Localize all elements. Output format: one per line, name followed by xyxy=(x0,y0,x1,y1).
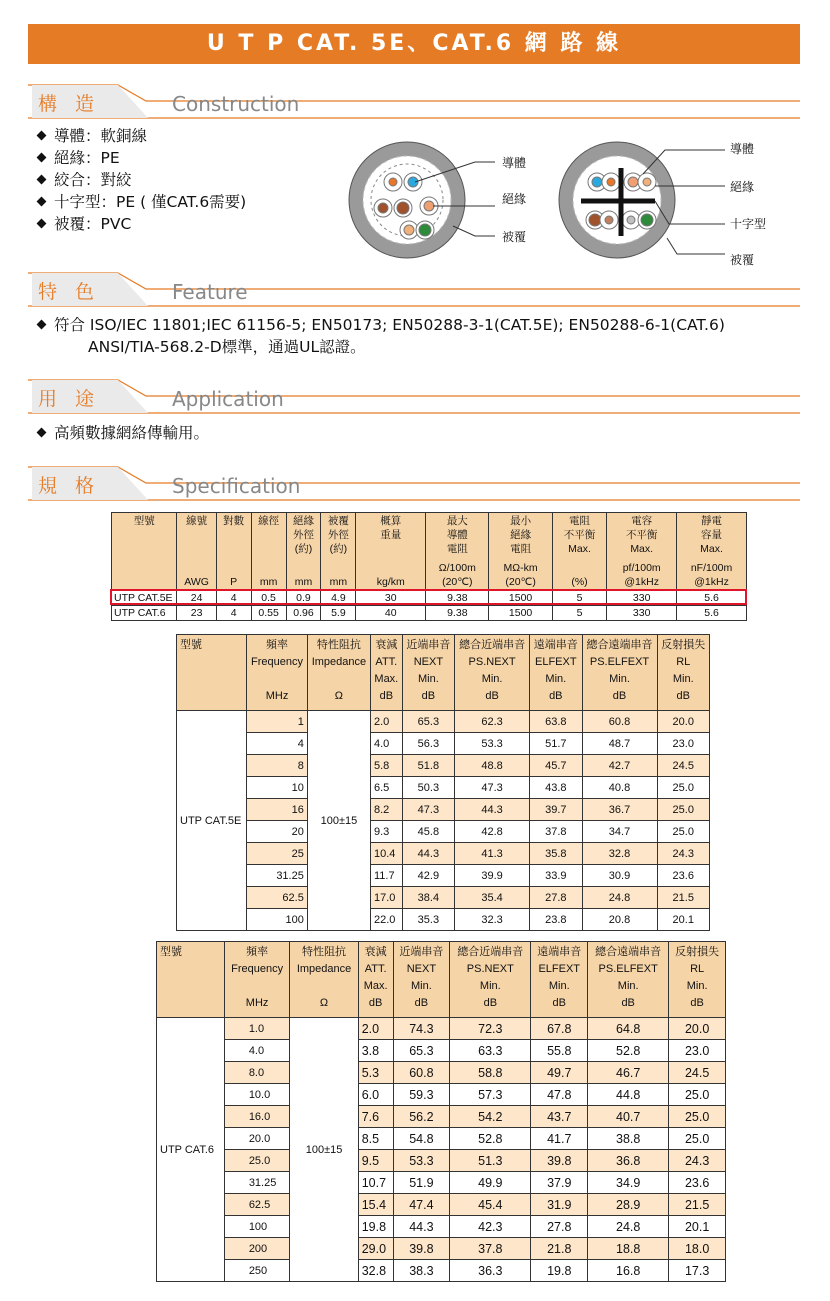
section-zh: 用 途 xyxy=(38,388,101,410)
table-cell: 67.8 xyxy=(531,1018,588,1040)
table-row xyxy=(157,1172,726,1194)
table-cell: 21.8 xyxy=(531,1238,588,1260)
section-en: Construction xyxy=(172,92,300,116)
construction-list xyxy=(34,125,246,235)
table-cell: 27.8 xyxy=(531,1216,588,1238)
table-cell: 54.8 xyxy=(393,1128,450,1150)
freq-cell: 62.5 xyxy=(247,887,308,909)
table-cell: 10.4 xyxy=(370,843,402,865)
model-cell: UTP CAT.5E xyxy=(177,711,247,931)
spec-header-cell: 線號 AWG xyxy=(177,513,216,591)
table-cell: 49.7 xyxy=(531,1062,588,1084)
table-cell: 43.7 xyxy=(531,1106,588,1128)
table-row xyxy=(157,1238,726,1260)
freq-cell: 200 xyxy=(224,1238,290,1260)
table-cell: 40.7 xyxy=(588,1106,669,1128)
table-cell: 32.8 xyxy=(582,843,657,865)
table-cell: 24.3 xyxy=(669,1150,726,1172)
table-cell: 30.9 xyxy=(582,865,657,887)
table-cell: 16.8 xyxy=(588,1260,669,1282)
section-construction-header xyxy=(28,84,800,120)
diagram-label-insulation: 絕緣 xyxy=(502,192,527,206)
table-cell: 60.8 xyxy=(393,1062,450,1084)
table-cell: 25.0 xyxy=(669,1084,726,1106)
application-item: 高頻數據網絡傳輸用。 xyxy=(54,424,210,442)
table-cell: 38.8 xyxy=(588,1128,669,1150)
section-feature-header xyxy=(28,272,800,308)
table-cell: 46.7 xyxy=(588,1062,669,1084)
table-cell: 5 xyxy=(552,591,607,606)
perf-header-cell: 型號 xyxy=(177,635,247,711)
table-cell: 25.0 xyxy=(657,799,709,821)
table-cell: 24.8 xyxy=(588,1216,669,1238)
freq-cell: 20 xyxy=(247,821,308,843)
perf-header-cell: 頻率 Frequency MHz xyxy=(247,635,308,711)
table-cell: 27.8 xyxy=(530,887,582,909)
table-cell: 19.8 xyxy=(358,1216,393,1238)
table-cell: 58.8 xyxy=(450,1062,531,1084)
table-cell: 40.8 xyxy=(582,777,657,799)
spec-header-cell: 線徑 mm xyxy=(251,513,286,591)
table-row xyxy=(177,887,710,909)
table-cell: 20.1 xyxy=(669,1216,726,1238)
table-cell: 42.7 xyxy=(582,755,657,777)
table-cell: 24.5 xyxy=(669,1062,726,1084)
table-cell: 45.8 xyxy=(402,821,454,843)
table-cell: 45.4 xyxy=(450,1194,531,1216)
table-cell: 25.0 xyxy=(669,1106,726,1128)
table-cell: 22.0 xyxy=(370,909,402,931)
table-cell: 44.8 xyxy=(588,1084,669,1106)
freq-cell: 10.0 xyxy=(224,1084,290,1106)
freq-cell: 100 xyxy=(247,909,308,931)
table-cell: 5.3 xyxy=(358,1062,393,1084)
spec-header-cell: 被覆 外徑 (約) mm xyxy=(321,513,356,591)
table-cell: 59.3 xyxy=(393,1084,450,1106)
table-cell: 17.3 xyxy=(669,1260,726,1282)
section-en: Feature xyxy=(172,280,248,304)
cat5e-performance-table xyxy=(176,634,710,931)
table-cell: UTP CAT.6 xyxy=(112,606,177,621)
table-cell: 35.3 xyxy=(402,909,454,931)
table-cell: 63.8 xyxy=(530,711,582,733)
table-cell: 32.8 xyxy=(358,1260,393,1282)
table-cell: 36.7 xyxy=(582,799,657,821)
freq-cell: 4 xyxy=(247,733,308,755)
table-cell: 47.8 xyxy=(531,1084,588,1106)
table-cell: 44.3 xyxy=(393,1216,450,1238)
table-row xyxy=(177,733,710,755)
perf-header-cell: 近端串音 NEXT Min. dB xyxy=(402,635,454,711)
section-en: Application xyxy=(172,387,284,411)
table-cell: 25.0 xyxy=(657,821,709,843)
table-row xyxy=(112,606,747,621)
table-cell: 7.6 xyxy=(358,1106,393,1128)
table-cell: 3.8 xyxy=(358,1040,393,1062)
perf-header-cell: 遠端串音 ELFEXT Min. dB xyxy=(531,942,588,1018)
table-cell: 4.0 xyxy=(370,733,402,755)
table-cell: 11.7 xyxy=(370,865,402,887)
table-cell: 2.0 xyxy=(370,711,402,733)
table-cell: 57.3 xyxy=(450,1084,531,1106)
table-cell: 38.4 xyxy=(402,887,454,909)
table-cell: 52.8 xyxy=(450,1128,531,1150)
table-cell: 25.0 xyxy=(669,1128,726,1150)
table-cell: 23 xyxy=(177,606,216,621)
table-cell: 72.3 xyxy=(450,1018,531,1040)
freq-cell: 10 xyxy=(247,777,308,799)
section-zh: 規 格 xyxy=(38,475,101,497)
section-application-header xyxy=(28,379,800,415)
table-cell: 23.0 xyxy=(657,733,709,755)
table-cell: 65.3 xyxy=(402,711,454,733)
table-cell: 36.3 xyxy=(450,1260,531,1282)
table-cell: 5.6 xyxy=(677,591,747,606)
page-title: U T P CAT. 5E、CAT.6 網 路 線 xyxy=(206,31,622,56)
table-cell: 23.0 xyxy=(669,1040,726,1062)
table-cell: 44.3 xyxy=(402,843,454,865)
table-cell: 42.9 xyxy=(402,865,454,887)
table-row xyxy=(177,711,710,733)
table-cell: 330 xyxy=(607,606,677,621)
spec-header-cell: 電容 不平衡 Max. pf/100m @1kHz xyxy=(607,513,677,591)
section-zh: 特 色 xyxy=(38,281,101,303)
table-cell: 60.8 xyxy=(582,711,657,733)
table-cell: 23.6 xyxy=(657,865,709,887)
table-cell: 64.8 xyxy=(588,1018,669,1040)
table-cell: 23.8 xyxy=(530,909,582,931)
table-cell: 1500 xyxy=(489,606,552,621)
table-cell: 21.5 xyxy=(669,1194,726,1216)
perf-header-cell: 型號 xyxy=(157,942,225,1018)
table-row xyxy=(157,1062,726,1084)
table-cell: 17.0 xyxy=(370,887,402,909)
table-cell: 44.3 xyxy=(455,799,530,821)
table-cell: 51.9 xyxy=(393,1172,450,1194)
table-cell: 4 xyxy=(216,591,251,606)
spec-header-cell: 電阻 不平衡 Max. (%) xyxy=(552,513,607,591)
table-cell: 21.5 xyxy=(657,887,709,909)
table-cell: 8.5 xyxy=(358,1128,393,1150)
table-cell: 9.38 xyxy=(426,606,489,621)
table-cell: 39.8 xyxy=(531,1150,588,1172)
table-cell: 24.8 xyxy=(582,887,657,909)
freq-cell: 25.0 xyxy=(224,1150,290,1172)
table-cell: UTP CAT.5E xyxy=(112,591,177,606)
table-row xyxy=(157,1194,726,1216)
perf-header-cell: 反射損失 RL Min. dB xyxy=(657,635,709,711)
perf-header-cell: 特性阻抗 Impedance Ω xyxy=(290,942,358,1018)
table-cell: 24.5 xyxy=(657,755,709,777)
table-cell: 9.3 xyxy=(370,821,402,843)
cat6-cross-section-diagram xyxy=(555,128,755,268)
perf-header-cell: 遠端串音 ELFEXT Min. dB xyxy=(530,635,582,711)
table-cell: 9.38 xyxy=(426,591,489,606)
table-cell: 25.0 xyxy=(657,777,709,799)
diagram-label-jacket: 被覆 xyxy=(730,253,755,267)
table-cell: 39.8 xyxy=(393,1238,450,1260)
table-cell: 20.0 xyxy=(669,1018,726,1040)
table-cell: 47.3 xyxy=(402,799,454,821)
table-cell: 29.0 xyxy=(358,1238,393,1260)
table-cell: 42.3 xyxy=(450,1216,531,1238)
table-row xyxy=(177,821,710,843)
freq-cell: 31.25 xyxy=(224,1172,290,1194)
table-cell: 49.9 xyxy=(450,1172,531,1194)
list-item: 被覆：PVC xyxy=(34,213,246,235)
table-cell: 62.3 xyxy=(455,711,530,733)
freq-cell: 16.0 xyxy=(224,1106,290,1128)
table-row xyxy=(177,799,710,821)
highlight-box xyxy=(110,589,747,605)
table-cell: 5.6 xyxy=(677,606,747,621)
table-cell: 50.3 xyxy=(402,777,454,799)
table-cell: 32.3 xyxy=(455,909,530,931)
list-item: 絕緣：PE xyxy=(34,147,246,169)
table-cell: 4 xyxy=(216,606,251,621)
table-row xyxy=(177,909,710,931)
table-cell: 20.1 xyxy=(657,909,709,931)
table-row xyxy=(157,1084,726,1106)
table-cell: 38.3 xyxy=(393,1260,450,1282)
cat6-performance-table xyxy=(156,941,726,1282)
table-cell: 56.3 xyxy=(402,733,454,755)
perf-header-cell: 特性阻抗 Impedance Ω xyxy=(307,635,370,711)
diagram-label-conductor: 導體 xyxy=(502,156,527,170)
table-cell: 15.4 xyxy=(358,1194,393,1216)
spec-header-cell: 最小 絕緣 電阻 MΩ-km (20℃) xyxy=(489,513,552,591)
table-row xyxy=(177,777,710,799)
table-cell: 0.55 xyxy=(251,606,286,621)
table-cell: 51.7 xyxy=(530,733,582,755)
table-cell: 54.2 xyxy=(450,1106,531,1128)
table-cell: 0.9 xyxy=(286,591,321,606)
model-cell: UTP CAT.6 xyxy=(157,1018,225,1282)
perf-header-cell: 總合近端串音 PS.NEXT Min. dB xyxy=(455,635,530,711)
table-cell: 51.8 xyxy=(402,755,454,777)
table-cell: 24 xyxy=(177,591,216,606)
diagram-label-jacket: 被覆 xyxy=(502,230,527,244)
spec-header-cell: 對數 P xyxy=(216,513,251,591)
table-cell: 48.7 xyxy=(582,733,657,755)
freq-cell: 8 xyxy=(247,755,308,777)
table-cell: 0.96 xyxy=(286,606,321,621)
table-cell: 1500 xyxy=(489,591,552,606)
table-row xyxy=(177,865,710,887)
table-cell: 51.3 xyxy=(450,1150,531,1172)
table-cell: 24.3 xyxy=(657,843,709,865)
freq-cell: 100 xyxy=(224,1216,290,1238)
table-cell: 45.7 xyxy=(530,755,582,777)
table-row xyxy=(157,1040,726,1062)
table-cell: 37.8 xyxy=(530,821,582,843)
table-cell: 65.3 xyxy=(393,1040,450,1062)
freq-cell: 25 xyxy=(247,843,308,865)
feature-line-2: ANSI/TIA-568.2-D標準，通過UL認證。 xyxy=(88,338,366,356)
table-cell: 55.8 xyxy=(531,1040,588,1062)
table-cell: 34.7 xyxy=(582,821,657,843)
table-cell: 10.7 xyxy=(358,1172,393,1194)
table-cell: 23.6 xyxy=(669,1172,726,1194)
freq-cell: 31.25 xyxy=(247,865,308,887)
table-cell: 37.8 xyxy=(450,1238,531,1260)
table-row xyxy=(157,1150,726,1172)
table-cell: 33.9 xyxy=(530,865,582,887)
table-cell: 20.8 xyxy=(582,909,657,931)
table-cell: 330 xyxy=(607,591,677,606)
freq-cell: 20.0 xyxy=(224,1128,290,1150)
perf-header-cell: 衰減 ATT. Max. dB xyxy=(358,942,393,1018)
table-cell: 35.4 xyxy=(455,887,530,909)
table-cell: 41.3 xyxy=(455,843,530,865)
table-cell: 48.8 xyxy=(455,755,530,777)
table-cell: 40 xyxy=(356,606,426,621)
table-cell: 30 xyxy=(356,591,426,606)
table-cell: 31.9 xyxy=(531,1194,588,1216)
application-text xyxy=(34,422,209,444)
table-cell: 19.8 xyxy=(531,1260,588,1282)
perf-header-cell: 反射損失 RL Min. dB xyxy=(669,942,726,1018)
diagram-label-cross-filler: 十字型 xyxy=(730,217,767,231)
table-cell: 28.9 xyxy=(588,1194,669,1216)
spec-header-cell: 概算 重量 kg/km xyxy=(356,513,426,591)
table-row xyxy=(157,1260,726,1282)
page-title-banner xyxy=(28,24,800,64)
freq-cell: 62.5 xyxy=(224,1194,290,1216)
perf-header-cell: 總合遠端串音 PS.ELFEXT Min. dB xyxy=(588,942,669,1018)
perf-header-cell: 總合近端串音 PS.NEXT Min. dB xyxy=(450,942,531,1018)
table-cell: 52.8 xyxy=(588,1040,669,1062)
table-row xyxy=(157,1128,726,1150)
perf-header-cell: 總合遠端串音 PS.ELFEXT Min. dB xyxy=(582,635,657,711)
table-cell: 34.9 xyxy=(588,1172,669,1194)
table-cell: 18.8 xyxy=(588,1238,669,1260)
section-specification-header xyxy=(28,466,800,502)
table-cell: 2.0 xyxy=(358,1018,393,1040)
table-cell: 39.9 xyxy=(455,865,530,887)
impedance-cell: 100±15 xyxy=(290,1018,358,1282)
freq-cell: 1.0 xyxy=(224,1018,290,1040)
table-row xyxy=(157,1018,726,1040)
freq-cell: 16 xyxy=(247,799,308,821)
table-cell: 47.4 xyxy=(393,1194,450,1216)
table-cell: 41.7 xyxy=(531,1128,588,1150)
table-cell: 37.9 xyxy=(531,1172,588,1194)
table-cell: 63.3 xyxy=(450,1040,531,1062)
table-cell: 36.8 xyxy=(588,1150,669,1172)
list-item: 導體：軟銅線 xyxy=(34,125,246,147)
table-row xyxy=(177,755,710,777)
freq-cell: 250 xyxy=(224,1260,290,1282)
perf-header-cell: 近端串音 NEXT Min. dB xyxy=(393,942,450,1018)
section-zh: 構 造 xyxy=(38,93,101,115)
table-cell: 6.0 xyxy=(358,1084,393,1106)
table-cell: 43.8 xyxy=(530,777,582,799)
table-cell: 35.8 xyxy=(530,843,582,865)
spec-header-cell: 最大 導體 電阻 Ω/100m (20℃) xyxy=(426,513,489,591)
spec-header-cell: 靜電 容量 Max. nF/100m @1kHz xyxy=(677,513,747,591)
table-cell: 5.9 xyxy=(321,606,356,621)
table-cell: 74.3 xyxy=(393,1018,450,1040)
perf-header-cell: 衰減 ATT. Max. dB xyxy=(370,635,402,711)
freq-cell: 8.0 xyxy=(224,1062,290,1084)
diagram-label-insulation: 絕緣 xyxy=(730,180,755,194)
table-row xyxy=(157,1216,726,1238)
table-cell: 20.0 xyxy=(657,711,709,733)
list-item: 絞合：對絞 xyxy=(34,169,246,191)
section-en: Specification xyxy=(172,474,301,498)
table-cell: 53.3 xyxy=(455,733,530,755)
spec-header-cell: 絕緣 外徑 (約) mm xyxy=(286,513,321,591)
impedance-cell: 100±15 xyxy=(307,711,370,931)
table-cell: 47.3 xyxy=(455,777,530,799)
table-cell: 5.8 xyxy=(370,755,402,777)
feature-line-1: 符合 ISO/IEC 11801;IEC 61156-5; EN50173; EN50288-3-1(CAT.5E); EN50288-6-1(CAT.6) xyxy=(54,316,725,334)
table-cell: 0.5 xyxy=(251,591,286,606)
table-cell: 8.2 xyxy=(370,799,402,821)
table-row xyxy=(177,843,710,865)
freq-cell: 4.0 xyxy=(224,1040,290,1062)
table-cell: 9.5 xyxy=(358,1150,393,1172)
table-cell: 53.3 xyxy=(393,1150,450,1172)
perf-header-cell: 頻率 Frequency MHz xyxy=(224,942,290,1018)
spec-header-cell: 型號 xyxy=(112,513,177,591)
table-cell: 39.7 xyxy=(530,799,582,821)
table-cell: 42.8 xyxy=(455,821,530,843)
table-cell: 56.2 xyxy=(393,1106,450,1128)
list-item: 十字型：PE ( 僅CAT.6需要) xyxy=(34,191,246,213)
table-cell: 4.9 xyxy=(321,591,356,606)
freq-cell: 1 xyxy=(247,711,308,733)
table-cell: 5 xyxy=(552,606,607,621)
table-row xyxy=(157,1106,726,1128)
table-cell: 6.5 xyxy=(370,777,402,799)
feature-text xyxy=(34,314,725,358)
table-cell: 18.0 xyxy=(669,1238,726,1260)
diagram-label-conductor: 導體 xyxy=(730,142,755,156)
